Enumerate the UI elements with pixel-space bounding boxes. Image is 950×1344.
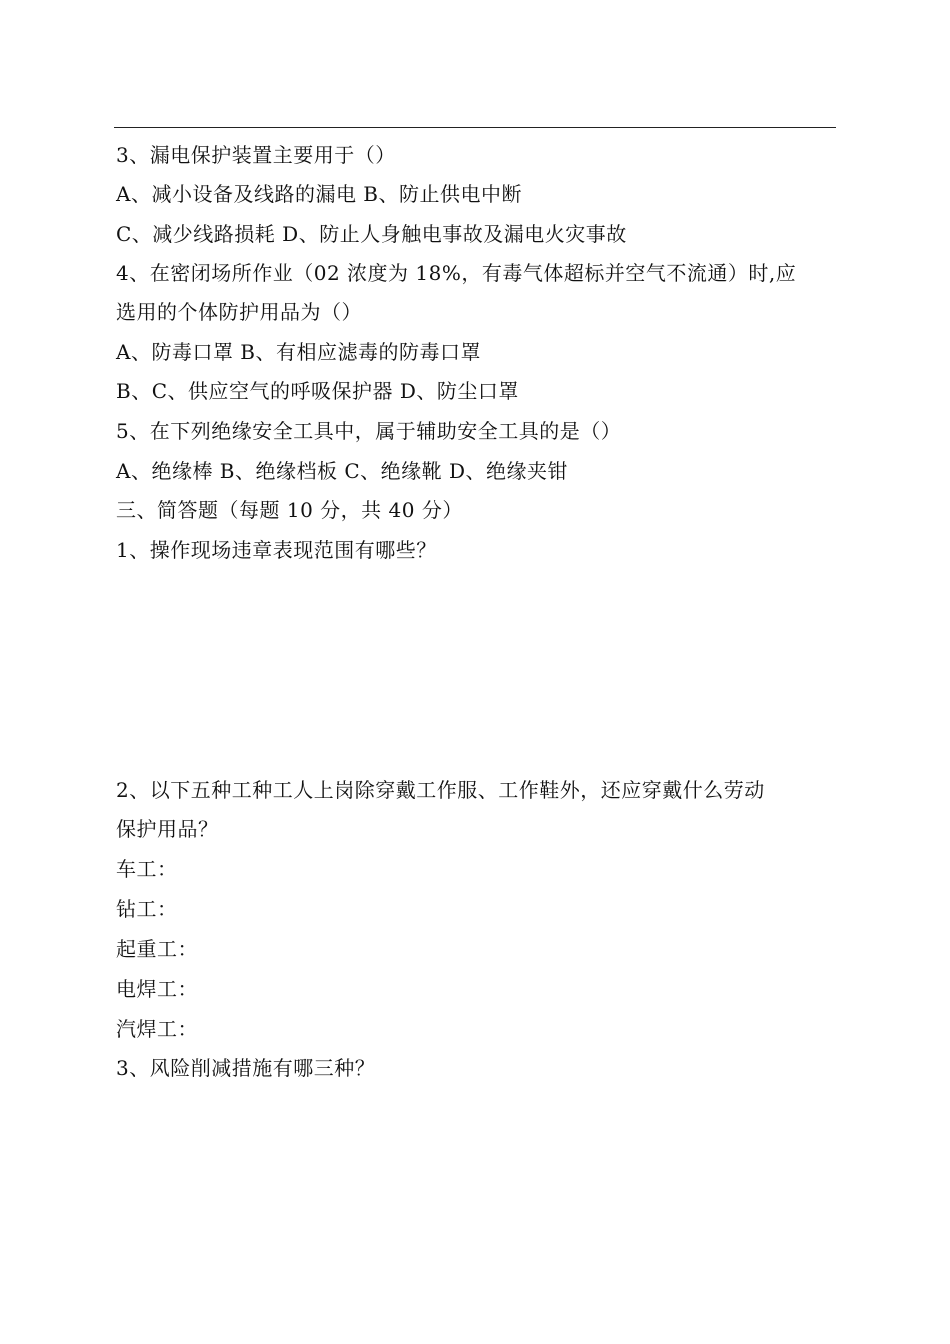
short-answer-2-continued: 保护用品？: [116, 817, 219, 841]
short-answer-2: 2、以下五种工种工人上岗除穿戴工作服、工作鞋外，还应穿戴什么劳动: [116, 778, 765, 802]
question-5-options: A、绝缘棒 B、绝缘档板 C、绝缘靴 D、绝缘夹钳: [116, 459, 569, 483]
question-5-text: 5、在下列绝缘安全工具中，属于辅助安全工具的是（）: [116, 419, 622, 443]
short-answer-3: 3、风险削减措施有哪三种？: [116, 1056, 376, 1080]
question-4-text-continued: 选用的个体防护用品为（）: [116, 300, 362, 324]
question-4-options-cd: B、C、供应空气的呼吸保护器 D、防尘口罩: [116, 379, 519, 403]
header-rule: [114, 127, 836, 128]
answer-label-driller: 钻工：: [116, 897, 178, 921]
answer-label-crane-worker: 起重工：: [116, 937, 198, 961]
answer-label-lathe-worker: 车工：: [116, 857, 178, 881]
question-3-text: 3、漏电保护装置主要用于（）: [116, 143, 396, 167]
question-4-options-ab: A、防毒口罩 B、有相应滤毒的防毒口罩: [116, 340, 481, 364]
question-3-options-ab: A、减小设备及线路的漏电 B、防止供电中断: [116, 182, 522, 206]
question-4-text: 4、在密闭场所作业（02 浓度为 18%，有毒气体超标并空气不流通）时,应: [116, 261, 797, 285]
answer-label-gas-welder: 汽焊工：: [116, 1017, 198, 1041]
short-answer-1: 1、操作现场违章表现范围有哪些？: [116, 538, 437, 562]
question-3-options-cd: C、减少线路损耗 D、防止人身触电事故及漏电火灾事故: [116, 222, 627, 246]
section-heading-short-answer: 三、简答题（每题 10 分，共 40 分）: [116, 498, 463, 522]
answer-label-electric-welder: 电焊工：: [116, 977, 198, 1001]
